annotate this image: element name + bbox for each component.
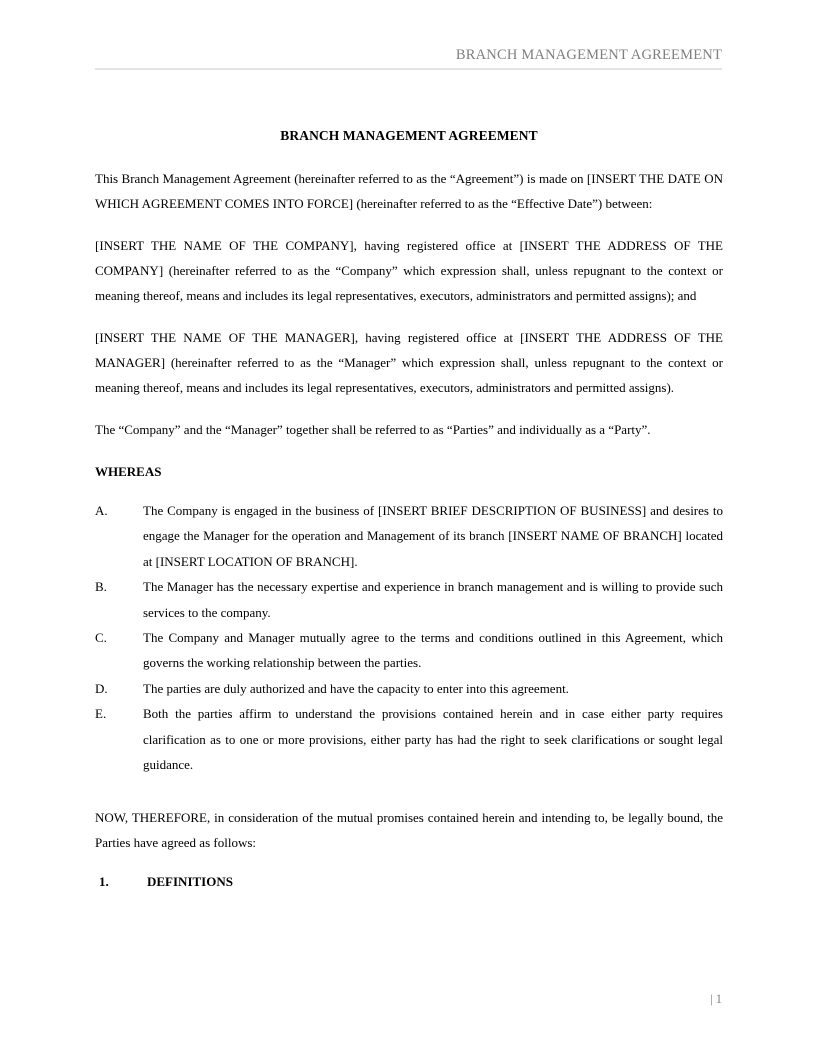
paragraph-party-company: [INSERT THE NAME OF THE COMPANY], having registered office at [INSERT THE ADDRESS OF THE COMPANY] (hereinafter referred to as the “Company” which expression shall, unless repugnant to the context or meaning thereof, means and includes its legal representatives, executors, administrators and permitted assigns); and <box>95 238 723 303</box>
whereas-heading: WHEREAS <box>95 464 162 479</box>
running-header <box>95 46 722 64</box>
list-item-marker: A. <box>95 503 108 518</box>
clause-title: DEFINITIONS <box>147 874 233 890</box>
list-item-text: Both the parties affirm to understand the provisions contained herein and in case either party requires clarification as to one or more provisions, either party has had the right to seek clarifications or sought legal guidance. <box>143 706 723 773</box>
recitals-list <box>95 498 723 777</box>
paragraph-parties-definition: The “Company” and the “Manager” together shall be referred to as “Parties” and individually as a “Party”. <box>95 422 651 437</box>
paragraph-party-manager: [INSERT THE NAME OF THE MANAGER], having registered office at [INSERT THE ADDRESS OF THE MANAGER] (hereinafter referred to as the “Manager” which expression shall, unless repugnant to the context or meaning thereof, means and includes its legal representatives, executors, administrators and permitted assigns). <box>95 330 723 395</box>
document-body <box>95 126 723 894</box>
clause-number: 1. <box>99 874 109 890</box>
list-item <box>95 701 723 777</box>
running-header-title: BRANCH MANAGEMENT AGREEMENT <box>455 47 722 63</box>
document-title: BRANCH MANAGEMENT AGREEMENT <box>280 128 538 143</box>
list-item-text: The Company is engaged in the business of [INSERT BRIEF DESCRIPTION OF BUSINESS] and desires to engage the Manager for the operation and Management of its branch [INSERT NAME OF BRANCH] located at [INSERT LOCATION OF BRANCH]. <box>143 503 723 569</box>
list-item-marker: B. <box>95 579 107 595</box>
list-item-text: The Company and Manager mutually agree to the terms and conditions outlined in this Agreement, which governs the working relationship between the parties. <box>143 630 723 671</box>
footer-separator: | <box>710 992 713 1006</box>
list-item-marker: E. <box>95 706 107 722</box>
list-item <box>95 574 723 625</box>
list-item-marker: C. <box>95 630 107 646</box>
paragraph-now-therefore: NOW, THEREFORE, in consideration of the mutual promises contained herein and intending to, be legally bound, the Parties have agreed as follows: <box>95 810 723 851</box>
clause-heading-definitions <box>99 869 723 894</box>
paragraph-preamble: This Branch Management Agreement (hereinafter referred to as the “Agreement”) is made on [INSERT THE DATE ON WHICH AGREEMENT COMES INTO FORCE] (hereinafter referred to as the “Effective Date”) between: <box>95 171 723 211</box>
header-divider-rule <box>95 68 722 70</box>
page-footer <box>95 990 722 1008</box>
list-item-text: The Manager has the necessary expertise and experience in branch management and is willing to provide such services to the company. <box>143 579 723 620</box>
list-item-text: The parties are duly authorized and have the capacity to enter into this agreement. <box>143 680 569 696</box>
footer-page-number: 1 <box>715 992 722 1006</box>
list-item-marker: D. <box>95 680 108 696</box>
list-item <box>95 676 723 701</box>
list-item <box>95 625 723 676</box>
list-item <box>95 498 723 574</box>
